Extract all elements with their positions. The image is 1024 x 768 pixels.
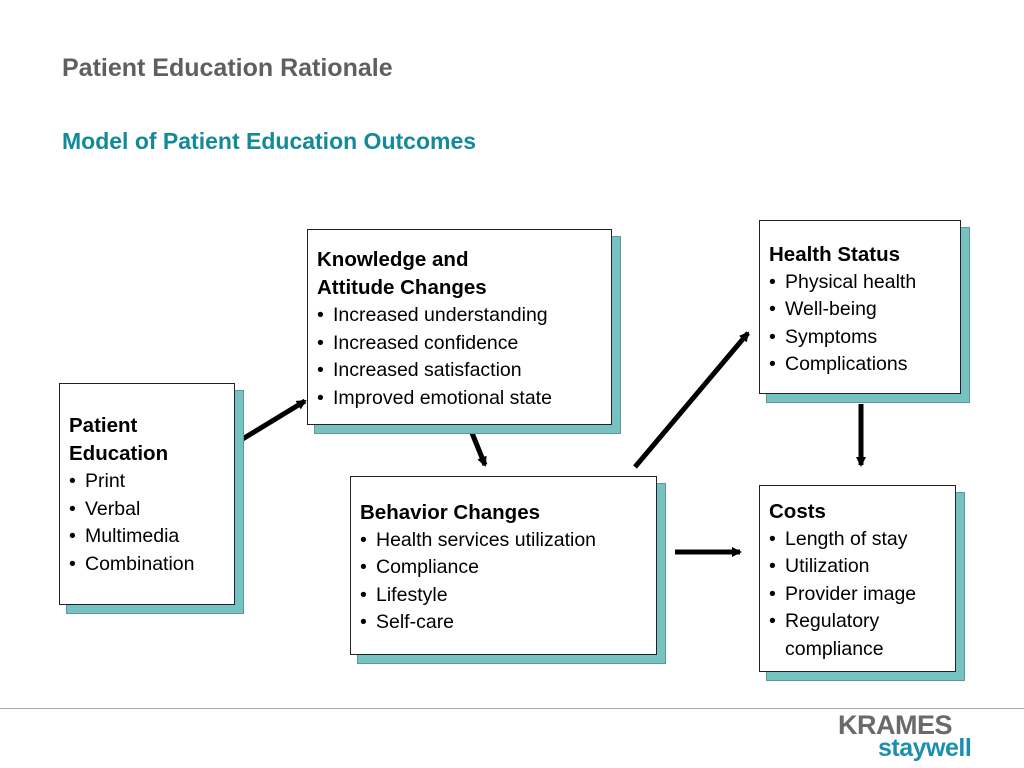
list-item: • Combination <box>69 551 224 579</box>
list-item: • Symptoms <box>769 324 952 352</box>
box-list <box>769 269 952 379</box>
knowledge-attitude-box <box>307 229 612 425</box>
list-item: • Increased understanding <box>317 302 603 330</box>
list-item: • Provider image <box>769 581 947 609</box>
health-status-box <box>759 220 961 394</box>
list-item: • Self-care <box>360 609 648 637</box>
list-item: • Verbal <box>69 496 224 524</box>
costs-box <box>759 485 956 672</box>
box-heading: Health Status <box>769 243 900 266</box>
list-item: • Multimedia <box>69 523 224 551</box>
box-heading: Attitude Changes <box>317 276 487 299</box>
box-heading: Education <box>69 442 169 465</box>
list-item: • Health services utilization <box>360 527 648 555</box>
list-item: • Increased satisfaction <box>317 357 603 385</box>
box-list <box>69 468 224 578</box>
page-title: Patient Education Rationale <box>62 54 393 82</box>
list-item: • Compliance <box>360 554 648 582</box>
box-heading: Behavior Changes <box>360 501 540 524</box>
arrow-patient-to-knowledge <box>241 401 305 440</box>
list-item: • Utilization <box>769 553 947 581</box>
list-item: • Increased confidence <box>317 330 603 358</box>
list-item: • Print <box>69 468 224 496</box>
krames-logo: KRAMES <box>838 710 953 740</box>
list-item: • Physical health <box>769 269 952 297</box>
box-list <box>317 302 603 412</box>
list-item: • Improved emotional state <box>317 385 603 413</box>
list-item: • Well-being <box>769 296 952 324</box>
list-item: • Length of stay <box>769 526 947 554</box>
list-item: • Lifestyle <box>360 582 648 610</box>
footer-divider <box>0 708 1024 709</box>
box-list <box>769 526 947 664</box>
box-heading: Knowledge and <box>317 248 469 271</box>
box-heading: Costs <box>769 500 826 523</box>
arrow-knowledge-to-behavior <box>472 433 485 465</box>
patient-education-box <box>59 383 235 605</box>
behavior-changes-box <box>350 476 657 655</box>
list-item: • Regulatory compliance <box>769 608 925 663</box>
list-item: • Complications <box>769 351 952 379</box>
arrow-behavior-to-health <box>635 333 748 467</box>
box-heading: Patient <box>69 414 138 437</box>
staywell-logo: staywell <box>878 734 972 762</box>
page-subtitle: Model of Patient Education Outcomes <box>62 128 477 154</box>
box-list <box>360 527 648 637</box>
